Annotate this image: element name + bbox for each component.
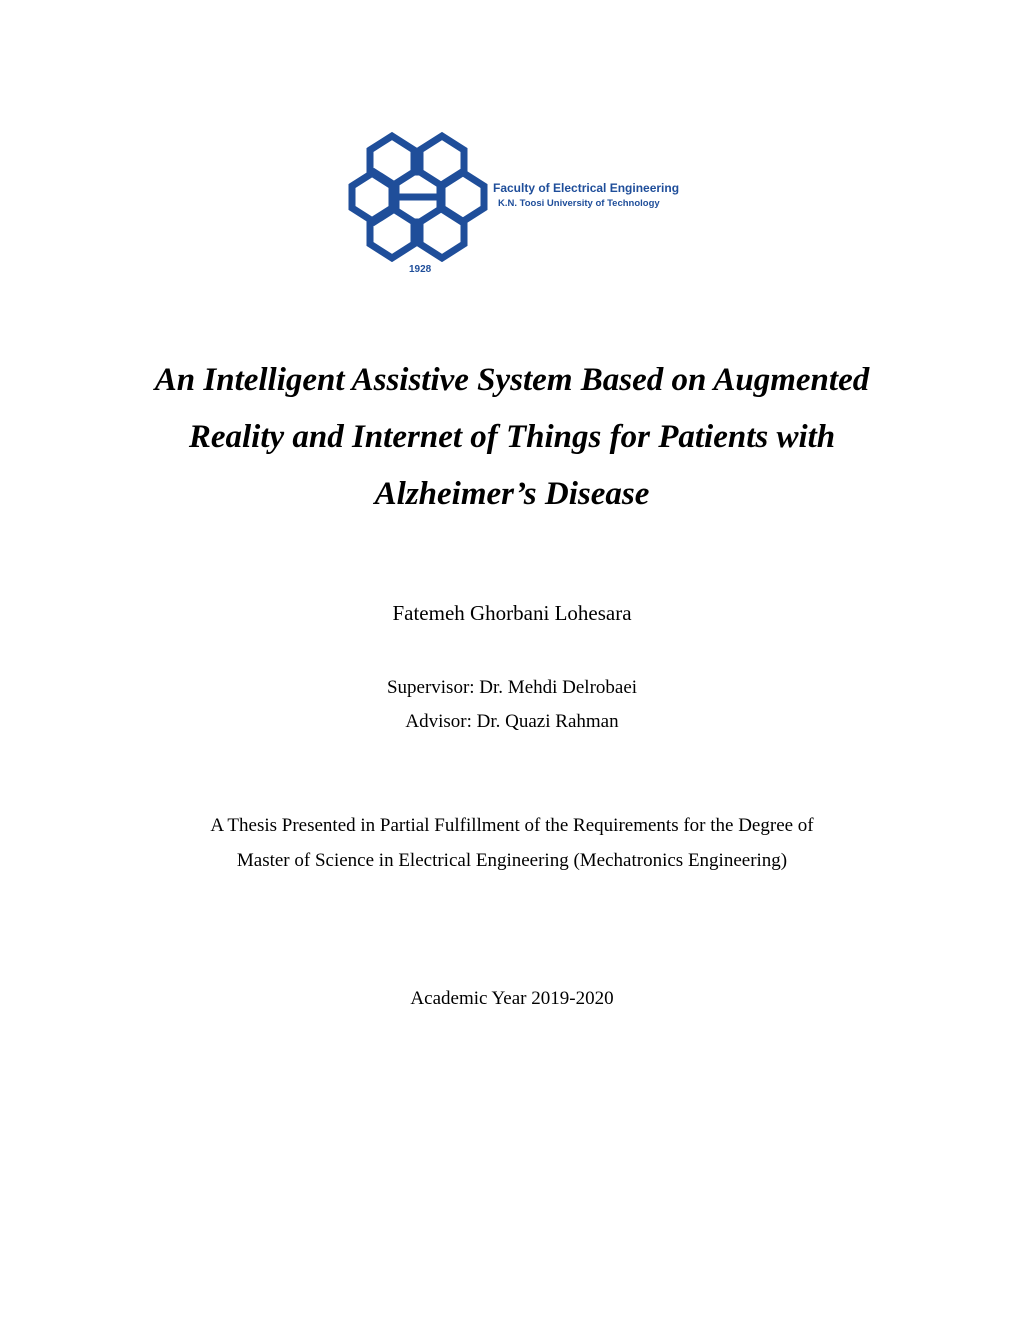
academic-year: Academic Year 2019-2020 bbox=[410, 988, 614, 1009]
thesis-title bbox=[112, 352, 912, 523]
thesis-title-line: An Intelligent Assistive System Based on Augmented bbox=[154, 362, 870, 398]
supervisor-line: Supervisor: Dr. Mehdi Delrobaei bbox=[386, 677, 638, 698]
thesis-title-line: Reality and Internet of Things for Patients with bbox=[188, 419, 836, 455]
university-emblem-icon bbox=[348, 128, 492, 262]
logo-founding-year: 1928 bbox=[409, 264, 432, 275]
logo-faculty-name: Faculty of Electrical Engineering bbox=[493, 181, 680, 195]
thesis-title-line: Alzheimer’s Disease bbox=[374, 476, 650, 512]
degree-statement-line: A Thesis Presented in Partial Fulfillment of the Requirements for the Degree of bbox=[210, 815, 814, 836]
author-name: Fatemeh Ghorbani Lohesara bbox=[392, 601, 632, 625]
university-logo bbox=[348, 128, 688, 280]
degree-statement-line: Master of Science in Electrical Engineering (Mechatronics Engineering) bbox=[236, 850, 788, 871]
advisor-line: Advisor: Dr. Quazi Rahman bbox=[405, 711, 619, 732]
logo-university-name: K.N. Toosi University of Technology bbox=[498, 198, 660, 209]
